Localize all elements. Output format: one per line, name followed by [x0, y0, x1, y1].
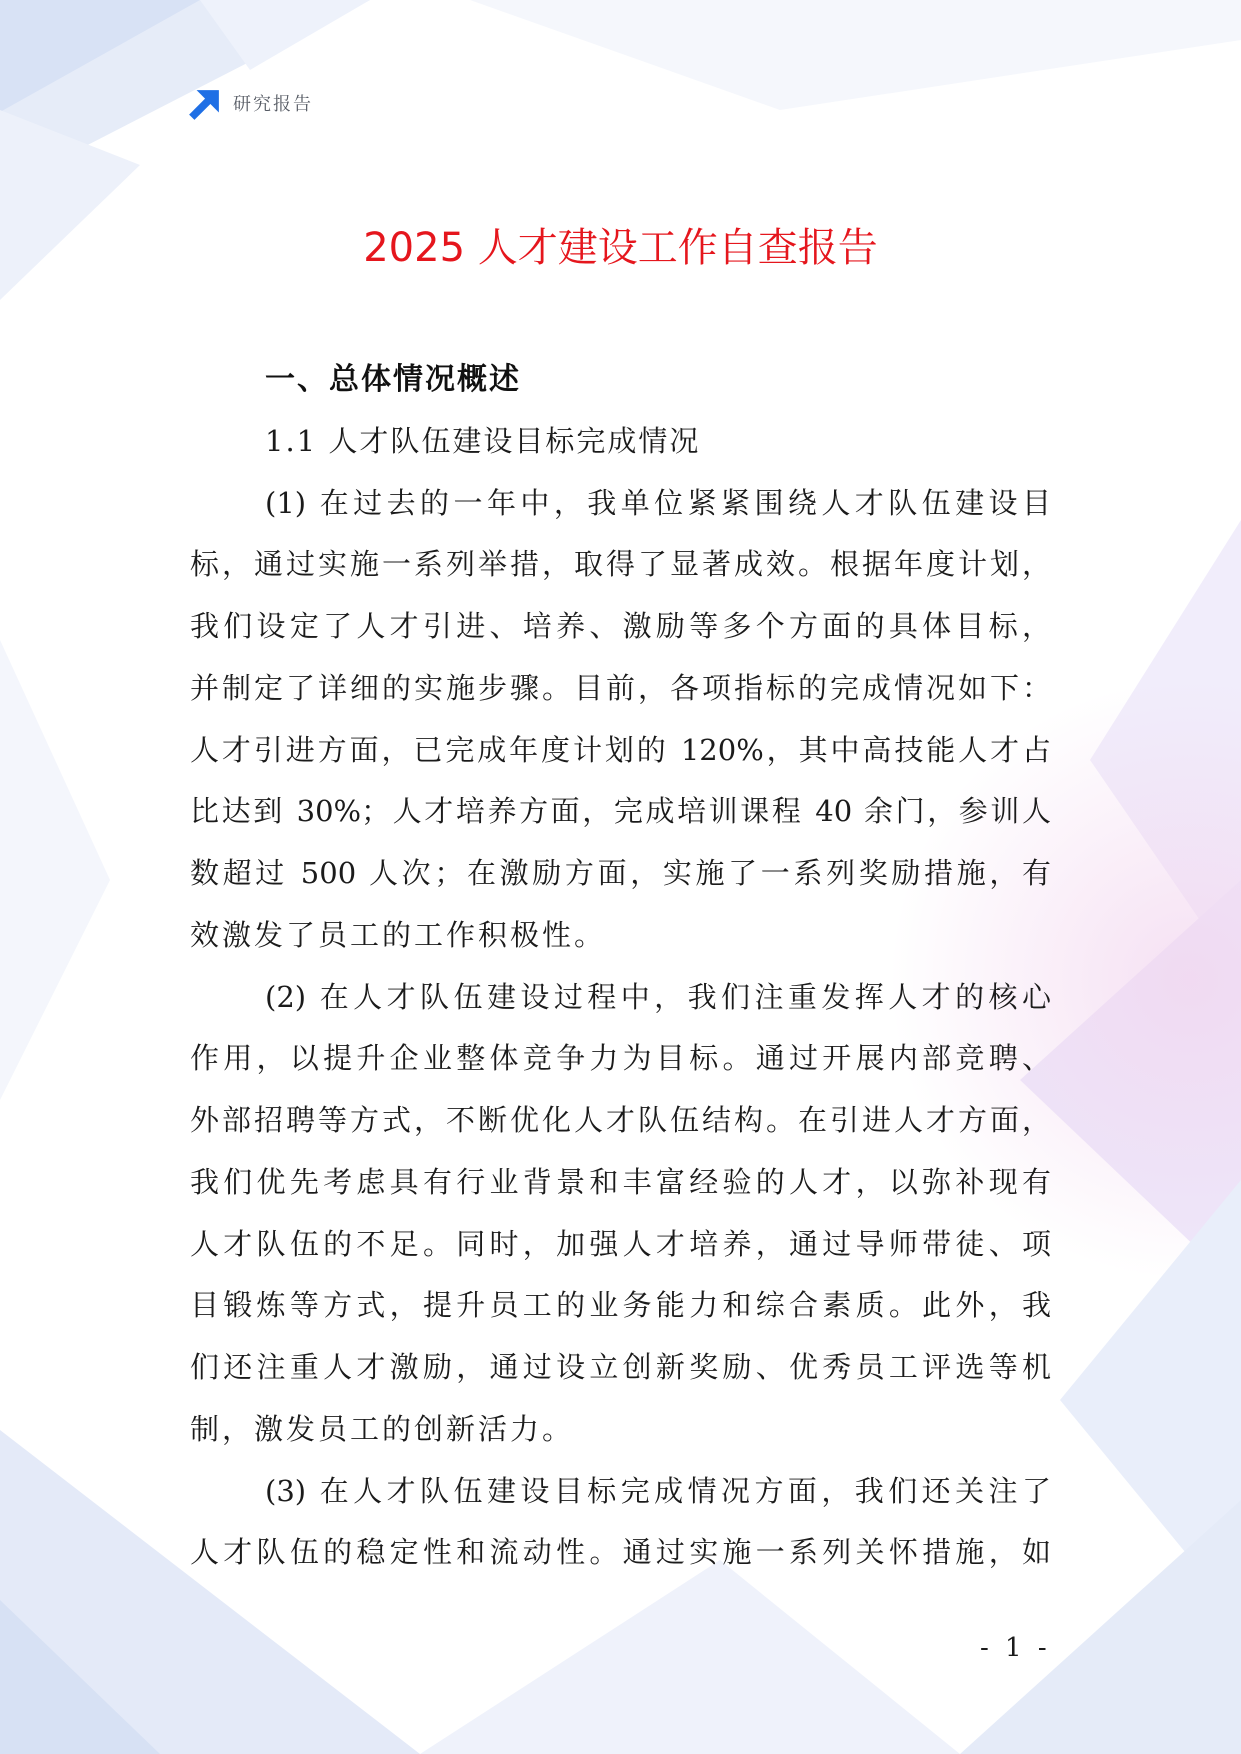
paragraph-line: 们还注重人才激励，通过设立创新奖励、优秀员工评选等机: [190, 1350, 1051, 1384]
paragraph-line: 数超过 500 人次；在激励方面，实施了一系列奖励措施，有: [190, 856, 1051, 890]
arrow-up-right-icon: [187, 88, 221, 122]
paragraph-line: 我们优先考虑具有行业背景和丰富经验的人才，以弥补现有: [190, 1164, 1051, 1199]
header-label: 研究报告: [233, 94, 313, 115]
paragraph: [190, 473, 1051, 967]
paragraph-line: 外部招聘等方式，不断优化人才队伍结构。在引进人才方面，: [190, 1103, 1051, 1137]
paragraph-line: (1) 在过去的一年中，我单位紧紧围绕人才队伍建设目: [265, 485, 1051, 520]
page-number: - 1 -: [980, 1633, 1051, 1663]
paragraph-line: 人才引进方面，已完成年度计划的 120%，其中高技能人才占: [190, 732, 1051, 767]
paragraph-line: 目锻炼等方式，提升员工的业务能力和综合素质。此外，我: [190, 1288, 1051, 1323]
document-title: 2025 人才建设工作自查报告: [363, 225, 878, 271]
paragraph-line: 效激发了员工的工作积极性。: [190, 917, 607, 952]
paragraph-line: 制，激发员工的创新活力。: [190, 1411, 575, 1446]
paragraph-line: 我们设定了人才引进、培养、激励等多个方面的具体目标，: [190, 609, 1051, 643]
paragraph-line: 并制定了详细的实施步骤。目前，各项指标的完成情况如下：: [190, 670, 1051, 705]
paragraph: [190, 1461, 1051, 1585]
paragraph-line: 比达到 30%；人才培养方面，完成培训课程 40 余门，参训人: [190, 794, 1051, 829]
paragraph-line: (3) 在人才队伍建设目标完成情况方面，我们还关注了: [265, 1473, 1051, 1508]
header-brand: [187, 88, 313, 122]
paragraph-line: 标，通过实施一系列举措，取得了显著成效。根据年度计划，: [190, 547, 1051, 582]
paragraph: [190, 967, 1051, 1461]
document-body: [190, 349, 1051, 1584]
section-heading: 一、总体情况概述: [265, 362, 521, 397]
paragraph-line: 人才队伍的稳定性和流动性。通过实施一系列关怀措施，如: [190, 1535, 1051, 1570]
paragraph-line: 人才队伍的不足。同时，加强人才培养，通过导师带徒、项: [190, 1226, 1051, 1261]
paragraph-line: (2) 在人才队伍建设过程中，我们注重发挥人才的核心: [265, 979, 1051, 1014]
paragraph-line: 作用，以提升企业整体竞争力为目标。通过开展内部竞聘、: [190, 1041, 1051, 1076]
subsection-heading: 1.1 人才队伍建设目标完成情况: [265, 423, 701, 458]
